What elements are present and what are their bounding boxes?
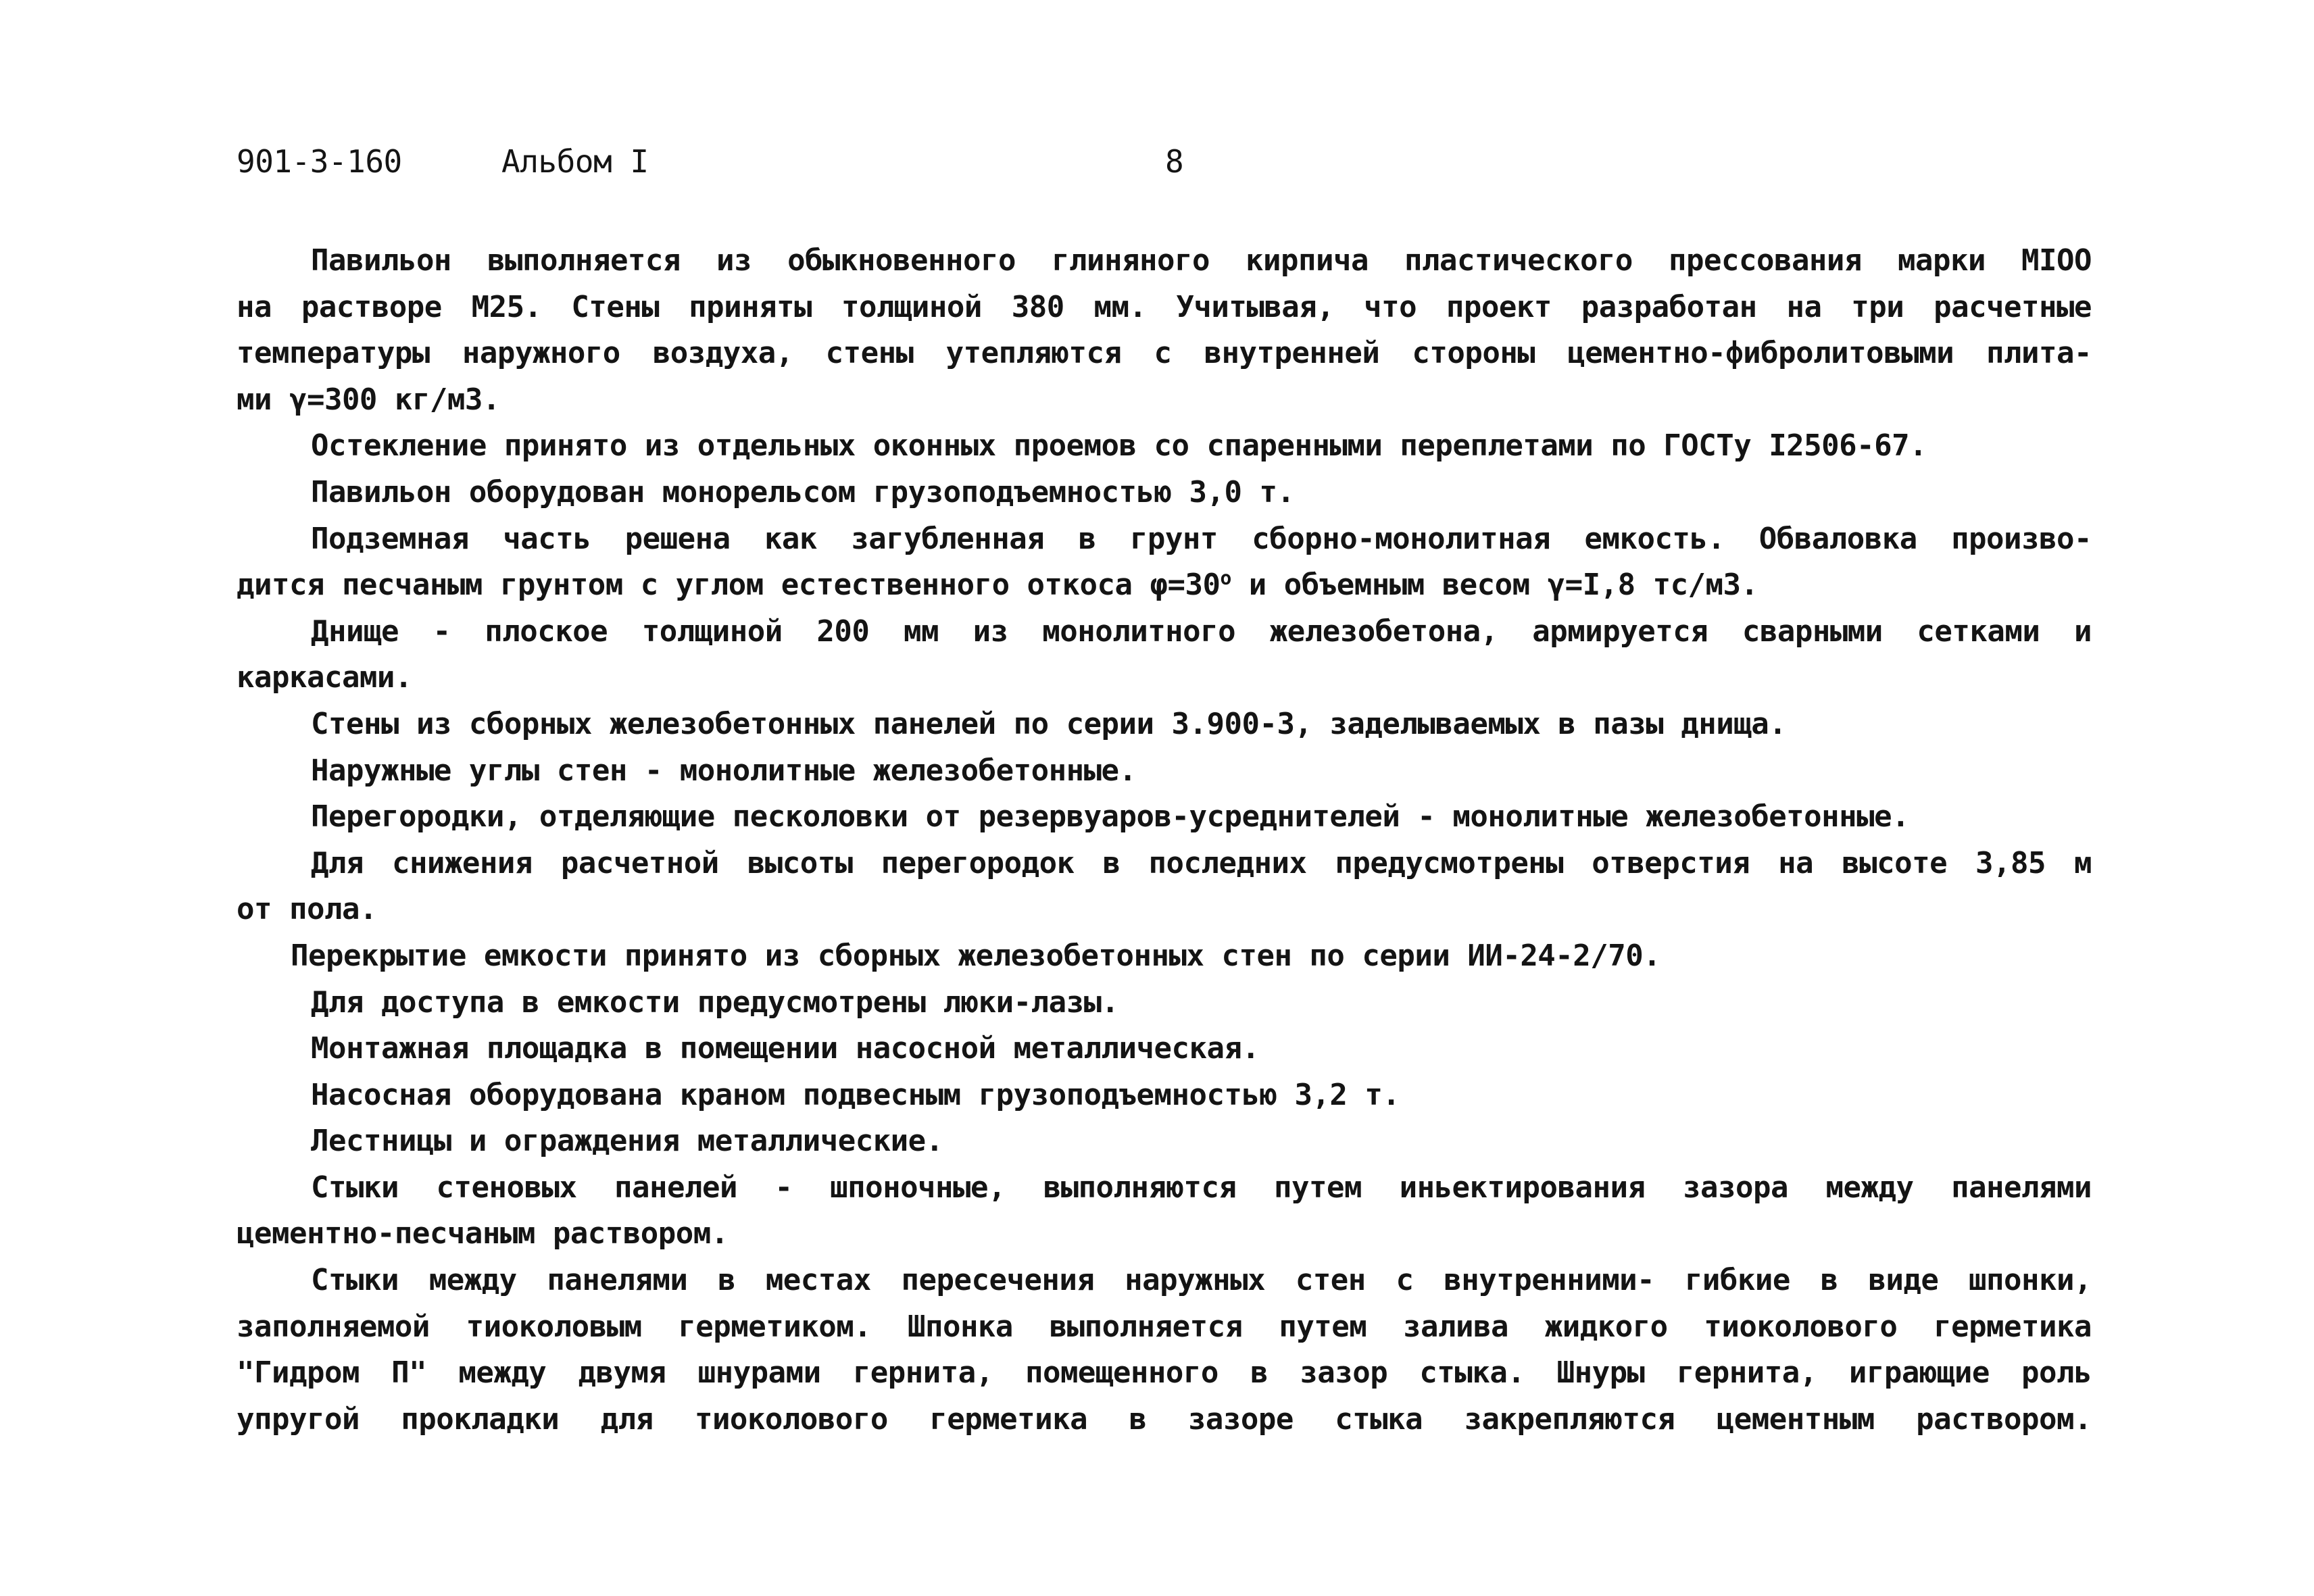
text-line: Стыки стеновых панелей - шпоночные, выполняются путем иньектирования зазора между панелями [311,1170,2092,1205]
album-label: Альбом I [501,143,649,180]
text-line: Днище - плоское толщиной 200 мм из монолитного железобетона, армируется сварными сетками и [311,614,2092,649]
text-line: ми γ=300 кг/м3. [237,382,500,417]
text-line: Перегородки, отделяющие песколовки от резервуаров-усреднителей - монолитные железобетонные. [311,799,1910,834]
text-line: на растворе M25. Стены приняты толщиной 380 мм. Учитывая, что проект разработан на три расчетные [237,289,2092,324]
text-line: Монтажная площадка в помещении насосной металлическая. [311,1031,1260,1066]
text-line: "Гидром П" между двумя шнурами гернита, помещенного в зазор стыка. Шнуры гернита, играющие роль [237,1355,2092,1391]
text-segment: и объемным весом γ=I,8 тс/м3. [1231,568,1758,603]
text-line [237,562,2092,609]
document-code: 901-3-160 [237,143,402,180]
text-line: Насосная оборудована краном подвесным грузоподъемностью 3,2 т. [311,1077,1400,1112]
text-line: Остекление принято из отдельных оконных проемов со спаренными переплетами по ГОСТу I2506-67. [311,428,1927,464]
text-line: Наружные углы стен - монолитные железобетонные. [311,753,1137,788]
text-line: Стены из сборных железобетонных панелей по серии 3.900-3, заделываемых в пазы днища. [311,706,1787,741]
text-line: Павильон выполняется из обыкновенного глиняного кирпича пластического прессования марки MIOO [311,243,2092,278]
text-line: Лестницы и ограждения металлические. [311,1124,943,1159]
text-line: упругой прокладки для тиоколового герметика в зазоре стыка закрепляются цементным раствором. [237,1401,2092,1437]
text-line: Павильон оборудован монорельсом грузоподъемностью 3,0 т. [311,474,1295,509]
text-line: Для снижения расчетной высоты перегородок в последних предусмотрены отверстия на высоте 3,85 м [311,845,2092,880]
text-line: Подземная часть решена как загубленная в грунт сборно-монолитная емкость. Обваловка произво- [311,521,2092,556]
text-line: Перекрытие емкости принято из сборных железобетонных стен по серии ИИ-24-2/70. [291,938,1661,973]
text-line: цементно-песчаным раствором. [237,1216,729,1251]
text-line: от пола. [237,892,377,927]
page-header [0,143,2314,191]
text-line: каркасами. [237,660,412,695]
text-line: температуры наружного воздуха, стены утепляются с внутренней стороны цементно-фибролитовыми плита- [237,336,2092,371]
text-line: Стыки между панелями в местах пересечения наружных стен с внутренними- гибкие в виде шпонки, [311,1263,2092,1298]
body-text [237,238,2092,1443]
text-segment: дится песчаным грунтом с углом естественного откоса φ=30 [237,568,1221,603]
degree-superscript: о [1220,566,1231,589]
text-line: Для доступа в емкости предусмотрены люки-лазы. [311,984,1119,1020]
page-number: 8 [1165,143,1184,180]
text-line: заполняемой тиоколовым герметиком. Шпонка выполняется путем залива жидкого тиоколового герметика [237,1309,2092,1344]
